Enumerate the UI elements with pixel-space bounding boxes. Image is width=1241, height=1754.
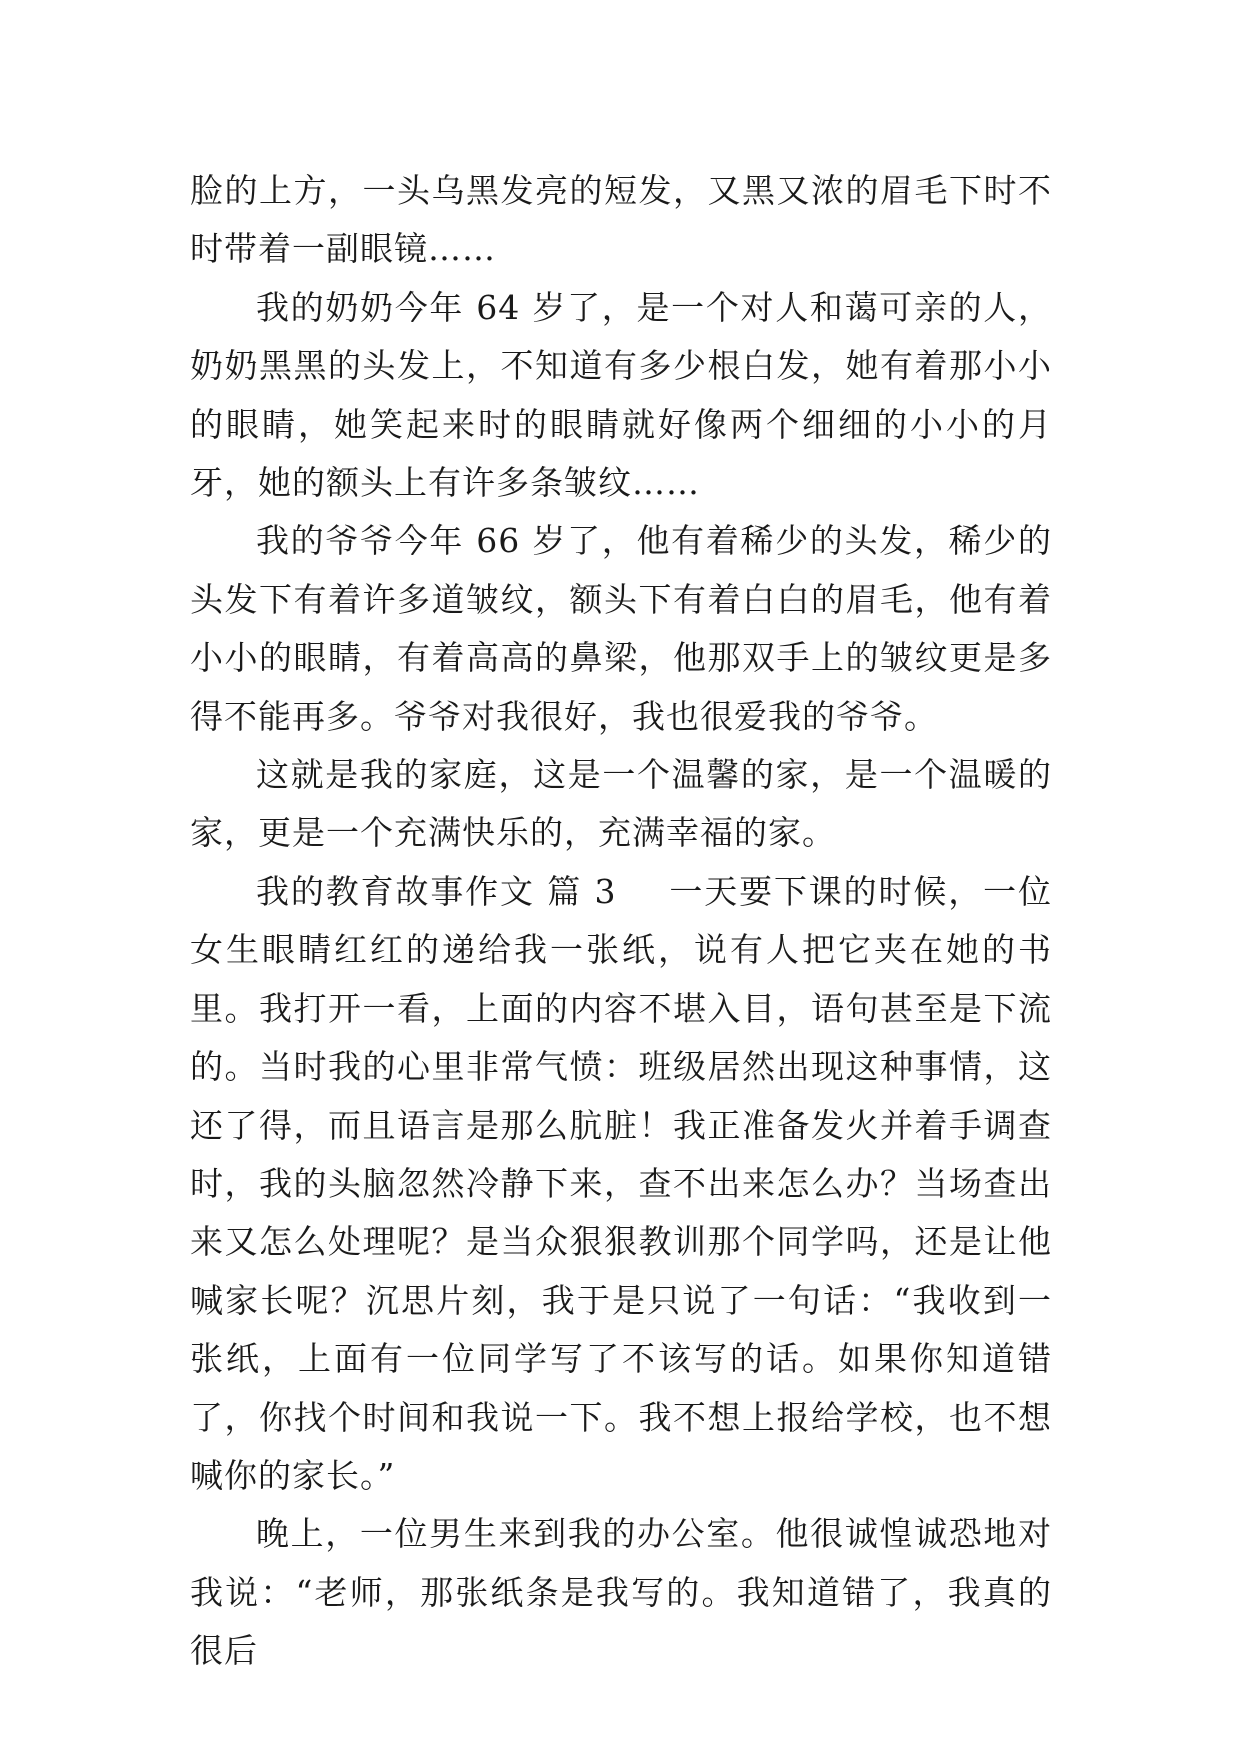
paragraph-3: 我的爷爷今年 66 岁了，他有着稀少的头发，稀少的头发下有着许多道皱纹，额头下有着白白的眉毛，他有着小小的眼睛，有着高高的鼻梁，他那双手上的皱纹更是多得不能再多。爷爷对我很好，我也很爱我的爷爷。	[190, 521, 1052, 736]
paragraph-2: 我的奶奶今年 64 岁了，是一个对人和蔼可亲的人，奶奶黑黑的头发上，不知道有多少根白发，她有着那小小的眼睛，她笑起来时的眼睛就好像两个细细的小小的月牙，她的额头上有许多条皱纹……	[190, 287, 1052, 503]
paragraph-1: 脸的上方，一头乌黑发亮的短发，又黑又浓的眉毛下时不时带着一副眼镜……	[190, 171, 1052, 269]
paragraph-6: 晚上，一位男生来到我的办公室。他很诚惶诚恐地对我说：“老师，那张纸条是我写的。我知道错了，我真的很后	[190, 1514, 1052, 1671]
body-text	[190, 162, 1052, 1681]
paragraph-5-text: 一天要下课的时候，一位女生眼睛红红的递给我一张纸，说有人把它夹在她的书里。我打开一看，上面的内容不堪入目，语句甚至是下流的。当时我的心里非常气愤：班级居然出现这种事情，这还了得，而且语言是那么肮脏！我正准备发火并着手调查时，我的头脑忽然冷静下来，查不出来怎么办？当场查出来又怎么处理呢？是当众狠狠教训那个同学吗，还是让他喊家长呢？沉思片刻，我于是只说了一句话：“我收到一张纸，上面有一位同学写了不该写的话。如果你知道错了，你找个时间和我说一下。我不想上报给学校，也不想喊你的家长。”	[190, 871, 1052, 1495]
section-heading: 我的教育故事作文 篇 3	[256, 871, 617, 911]
paragraph-5	[190, 863, 1052, 1505]
paragraph-4: 这就是我的家庭，这是一个温馨的家，是一个温暖的家，更是一个充满快乐的，充满幸福的家。	[190, 755, 1052, 853]
